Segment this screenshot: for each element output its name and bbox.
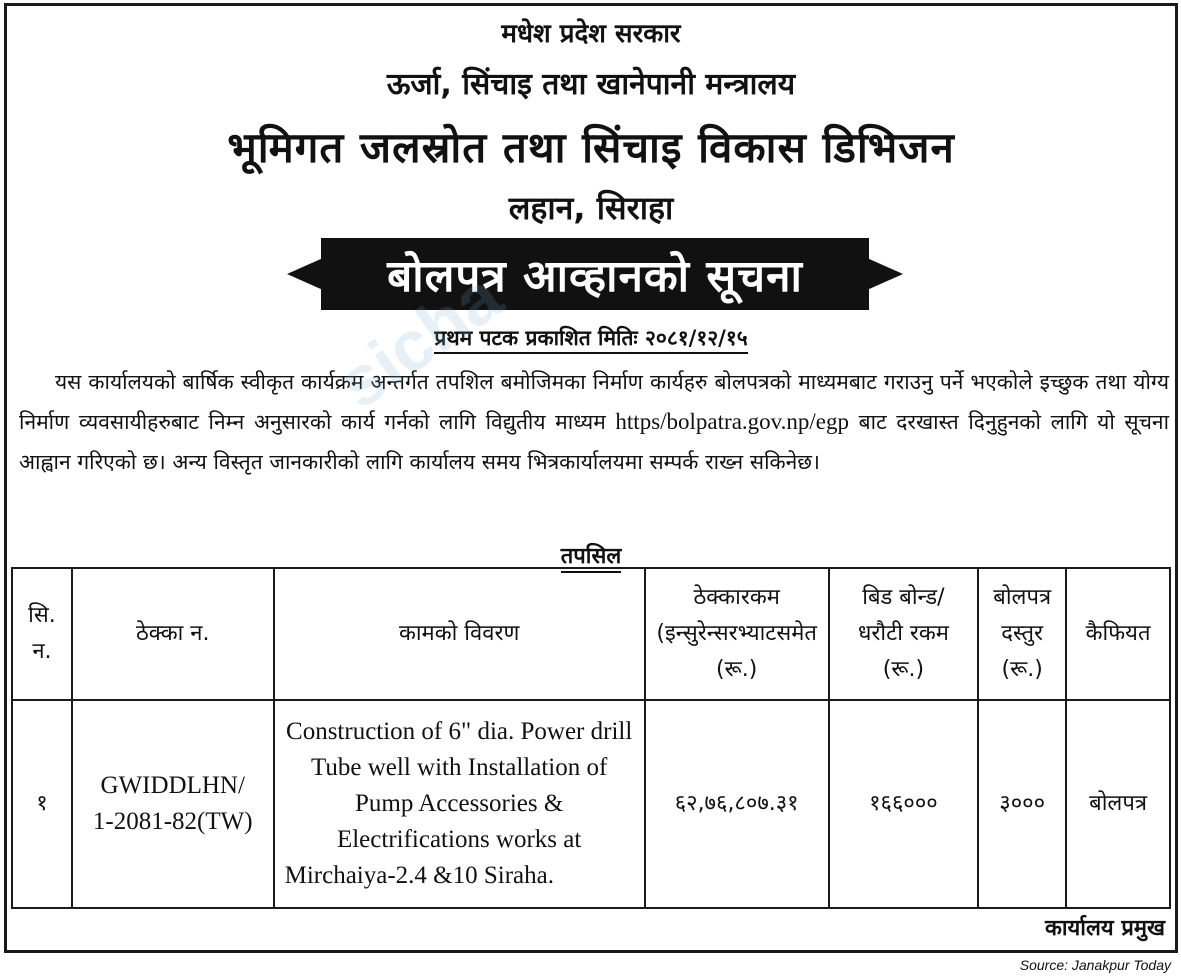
header-amount-line3: (रू.) — [716, 657, 758, 682]
government-heading: मधेश प्रदेश सरकार — [501, 19, 681, 49]
table-row — [12, 700, 1170, 908]
header-sn-line1: सि. — [28, 603, 56, 628]
header-amount — [645, 568, 829, 700]
notice-body-part2: बाट दरखास्त दिनुहुनको लागि यो सूचना आह्वान गरिएको छ। अन्य विस्तृत जानकारीको लागि कार्यालय समय भित्रकार्यालयमा सम्पर्क राख्न सकिनेछ। — [19, 410, 1170, 474]
header-fee-line2: दस्तुर — [1001, 621, 1044, 646]
publish-date-text: प्रथम पटक प्रकाशित मितिः २०८१/१२/१५ — [434, 326, 747, 354]
header-amount-line2: (इन्सुरेन्सरभ्याटसमेत — [656, 621, 817, 646]
header-sn — [12, 568, 72, 700]
header-sn-line2: न. — [32, 639, 52, 664]
cell-contract-no — [72, 700, 274, 908]
header-fee — [978, 568, 1066, 700]
cell-sn: १ — [12, 700, 72, 908]
cell-description: Construction of 6" dia. Power drill Tube well with Installation of Pump Accessories & Electrifications works at Mirchaiya-2.4 &10 Siraha. — [274, 700, 645, 908]
table-header-row — [12, 568, 1170, 700]
notice-banner — [285, 238, 905, 310]
header-amount-line1: ठेक्कारकम — [693, 585, 780, 610]
source-credit: Source: Janakpur Today — [1019, 957, 1171, 973]
schedule-heading-text: तपसिल — [561, 544, 622, 573]
ministry-heading: ऊर्जा, सिंचाइ तथा खानेपानी मन्त्रालय — [386, 67, 796, 102]
header-fee-line3: (रू.) — [1001, 657, 1043, 682]
office-chief-signature: कार्यालय प्रमुख — [1044, 916, 1165, 941]
header-bond-line2: धरौटी रकम — [857, 621, 949, 646]
notice-body — [19, 362, 1169, 482]
header-remarks: कैफियत — [1066, 568, 1170, 700]
location-heading: लहान, सिराहा — [508, 189, 674, 227]
header-bond-line3: (रू.) — [882, 657, 925, 682]
egp-url-link[interactable]: https/bolpatra.gov.np/egp — [615, 409, 850, 434]
header-description: कामको विवरण — [274, 568, 645, 700]
cell-bid-bond: १६६००० — [829, 700, 979, 908]
cell-amount: ६२,७६,८०७.३१ — [645, 700, 829, 908]
header-bid-bond — [829, 568, 979, 700]
tender-table — [11, 567, 1171, 909]
cell-remarks: बोलपत्र — [1066, 700, 1170, 908]
publish-date — [7, 324, 1175, 352]
header-contract-no: ठेक्का न. — [72, 568, 274, 700]
banner-right-arrow-icon — [867, 258, 903, 290]
division-heading: भूमिगत जलस्रोत तथा सिंचाइ विकास डिभिजन — [227, 123, 955, 172]
schedule-heading — [7, 540, 1175, 570]
cell-fee: ३००० — [978, 700, 1066, 908]
header-fee-line1: बोलपत्र — [993, 585, 1052, 610]
notice-body-part1: यस कार्यालयको बार्षिक स्वीकृत कार्यक्रम अन्तर्गत तपशिल बमोजिमका निर्माण कार्यहरु बोलपत्रको माध्यमबाट गराउनु पर्ने भएकोले इच्छुक तथा योग्य निर्माण व्यवसायीहरुबाट निम्न अनुसारको कार्य गर्नको लागि विद्युतीय माध्यम — [19, 370, 1169, 434]
cell-contract-line1: GWIDDLHN/ — [100, 772, 245, 799]
notice-title: बोलपत्र आव्हानको सूचना — [321, 238, 869, 310]
header-bond-line1: बिड बोन्ड/ — [862, 585, 945, 610]
banner-left-arrow-icon — [287, 258, 323, 290]
cell-contract-line2: 1-2081-82(TW) — [92, 808, 253, 835]
